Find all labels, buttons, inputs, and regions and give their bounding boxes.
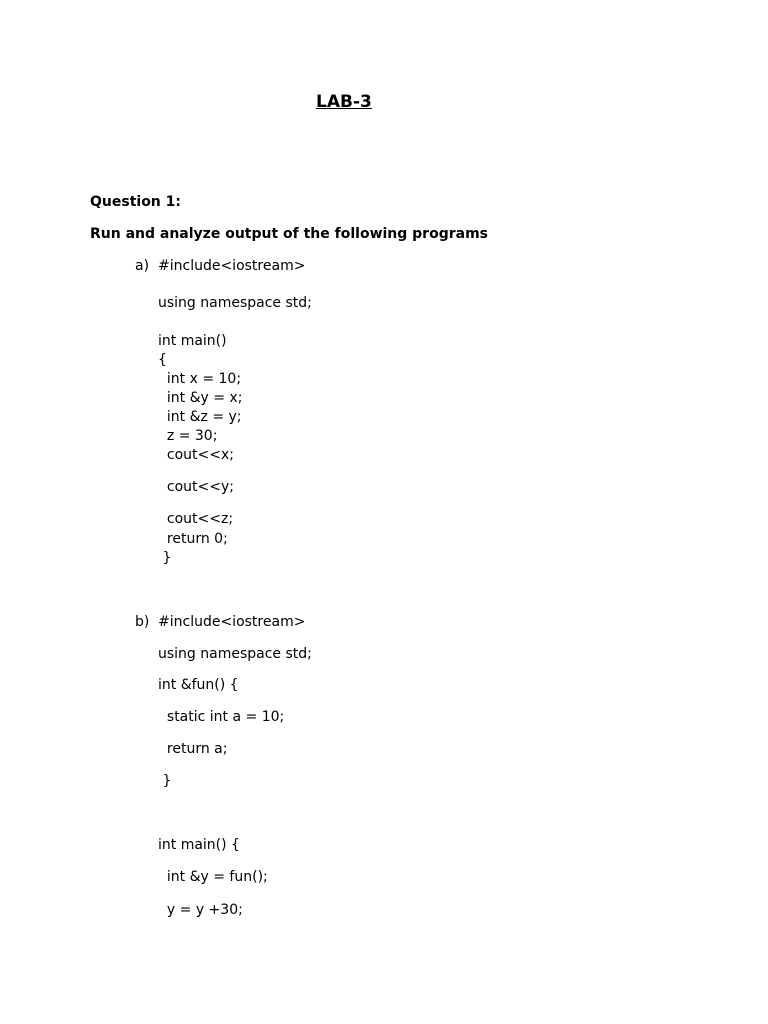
code-line: int &z = y; [158,409,242,425]
code-line: } [158,550,172,566]
code-line: cout<<z; [158,511,234,527]
code-line: int main() { [158,837,240,853]
code-line: return a; [158,741,228,757]
code-line: static int a = 10; [158,709,285,725]
code-line: return 0; [158,531,228,547]
code-line: int main() [158,333,227,349]
question-heading: Question 1: [90,194,181,210]
code-line: #include<iostream> [158,258,306,274]
code-line: int &y = x; [158,390,243,406]
code-line: { [158,352,167,368]
code-line: using namespace std; [158,646,312,662]
code-line: #include<iostream> [158,614,306,630]
code-line: int &fun() { [158,677,239,693]
code-line: z = 30; [158,428,218,444]
page-title: LAB-3 [316,92,372,112]
code-line: y = y +30; [158,902,243,918]
code-line: } [158,773,172,789]
code-line: int &y = fun(); [158,869,268,885]
program-b-marker: b) [135,614,150,630]
program-a-marker: a) [135,258,150,274]
question-instruction: Run and analyze output of the following programs [90,226,489,242]
code-line: int x = 10; [158,371,242,387]
code-line: cout<<y; [158,479,234,495]
code-line: using namespace std; [158,295,312,311]
code-line: cout<<x; [158,447,234,463]
